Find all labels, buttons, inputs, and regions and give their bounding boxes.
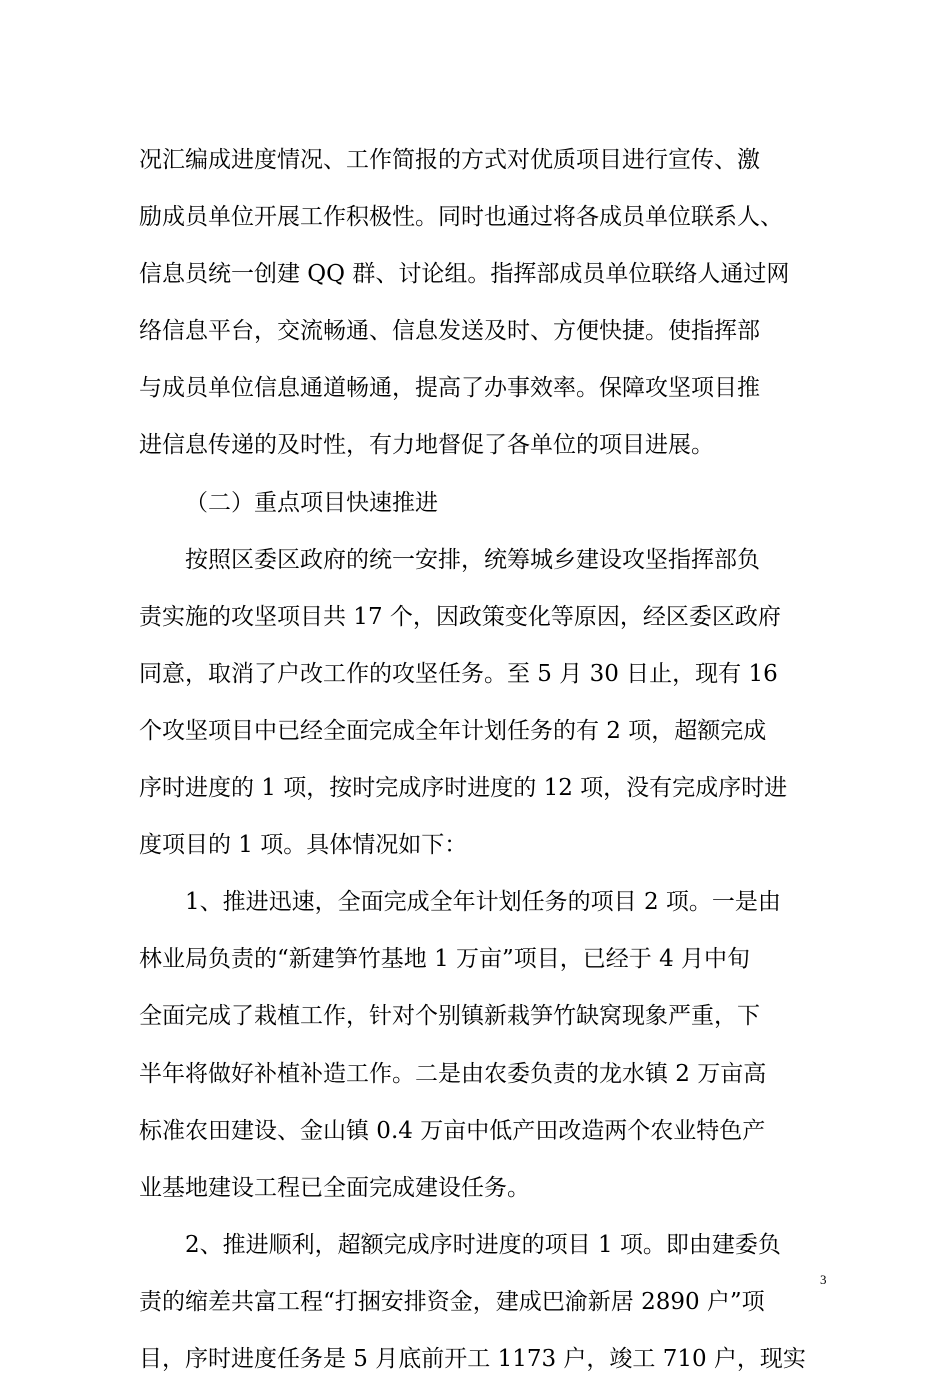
text-line: 络信息平台，交流畅通、信息发送及时、方便快捷。使指挥部: [139, 318, 760, 345]
text-line: 标准农田建设、金山镇 0.4 万亩中低产田改造两个农业特色产: [139, 1117, 766, 1144]
text-line: 按照区委区政府的统一安排，统筹城乡建设攻坚指挥部负: [185, 546, 760, 573]
section-heading-text: （二）重点项目快速推进: [185, 489, 438, 516]
paragraph-continuation: [139, 132, 839, 475]
text-line: 况汇编成进度情况、工作简报的方式对优质项目进行宣传、激: [139, 147, 760, 173]
text-line: 1、推进迅速，全面完成全年计划任务的项目 2 项。一是由: [185, 889, 781, 916]
text-line: 2、推进顺利，超额完成序时进度的项目 1 项。即由建委负: [185, 1231, 781, 1258]
text-line: 全面完成了栽植工作，针对个别镇新栽笋竹缺窝现象严重，下: [139, 1003, 760, 1030]
text-line: 序时进度的 1 项，按时完成序时进度的 12 项，没有完成序时进: [139, 775, 788, 802]
paragraph-item-2: [139, 1217, 839, 1388]
page-number: 3: [820, 1272, 827, 1287]
text-line: 进信息传递的及时性，有力地督促了各单位的项目进展。: [139, 432, 714, 459]
text-line: 与成员单位信息通道畅通，提高了办事效率。保障攻坚项目推: [139, 375, 760, 402]
paragraph-item-1: [139, 874, 839, 1217]
body-text: [139, 132, 839, 1388]
text-line: 半年将做好补植补造工作。二是由农委负责的龙水镇 2 万亩高: [139, 1060, 767, 1087]
text-line: 度项目的 1 项。具体情况如下：: [139, 832, 468, 859]
paragraph-overview: [139, 532, 839, 875]
text-line: 业基地建设工程已全面完成建设任务。: [139, 1174, 530, 1201]
text-line: 责的缩差共富工程“打捆安排资金，建成巴渝新居 2890 户”项: [139, 1288, 765, 1315]
text-line: 励成员单位开展工作积极性。同时也通过将各成员单位联系人、: [139, 204, 783, 231]
text-line: 林业局负责的“新建笋竹基地 1 万亩”项目，已经于 4 月中旬: [139, 946, 751, 973]
text-line: 责实施的攻坚项目共 17 个，因政策变化等原因，经区委区政府: [139, 603, 781, 630]
text-line: 个攻坚项目中已经全面完成全年计划任务的有 2 项，超额完成: [139, 717, 767, 744]
text-line: 信息员统一创建 QQ 群、讨论组。指挥部成员单位联络人通过网: [139, 261, 790, 288]
text-line: 目，序时进度任务是 5 月底前开工 1173 户，竣工 710 户，现实: [139, 1345, 806, 1372]
section-heading: [139, 475, 839, 532]
text-line: 同意，取消了户改工作的攻坚任务。至 5 月 30 日止，现有 16: [139, 660, 778, 687]
